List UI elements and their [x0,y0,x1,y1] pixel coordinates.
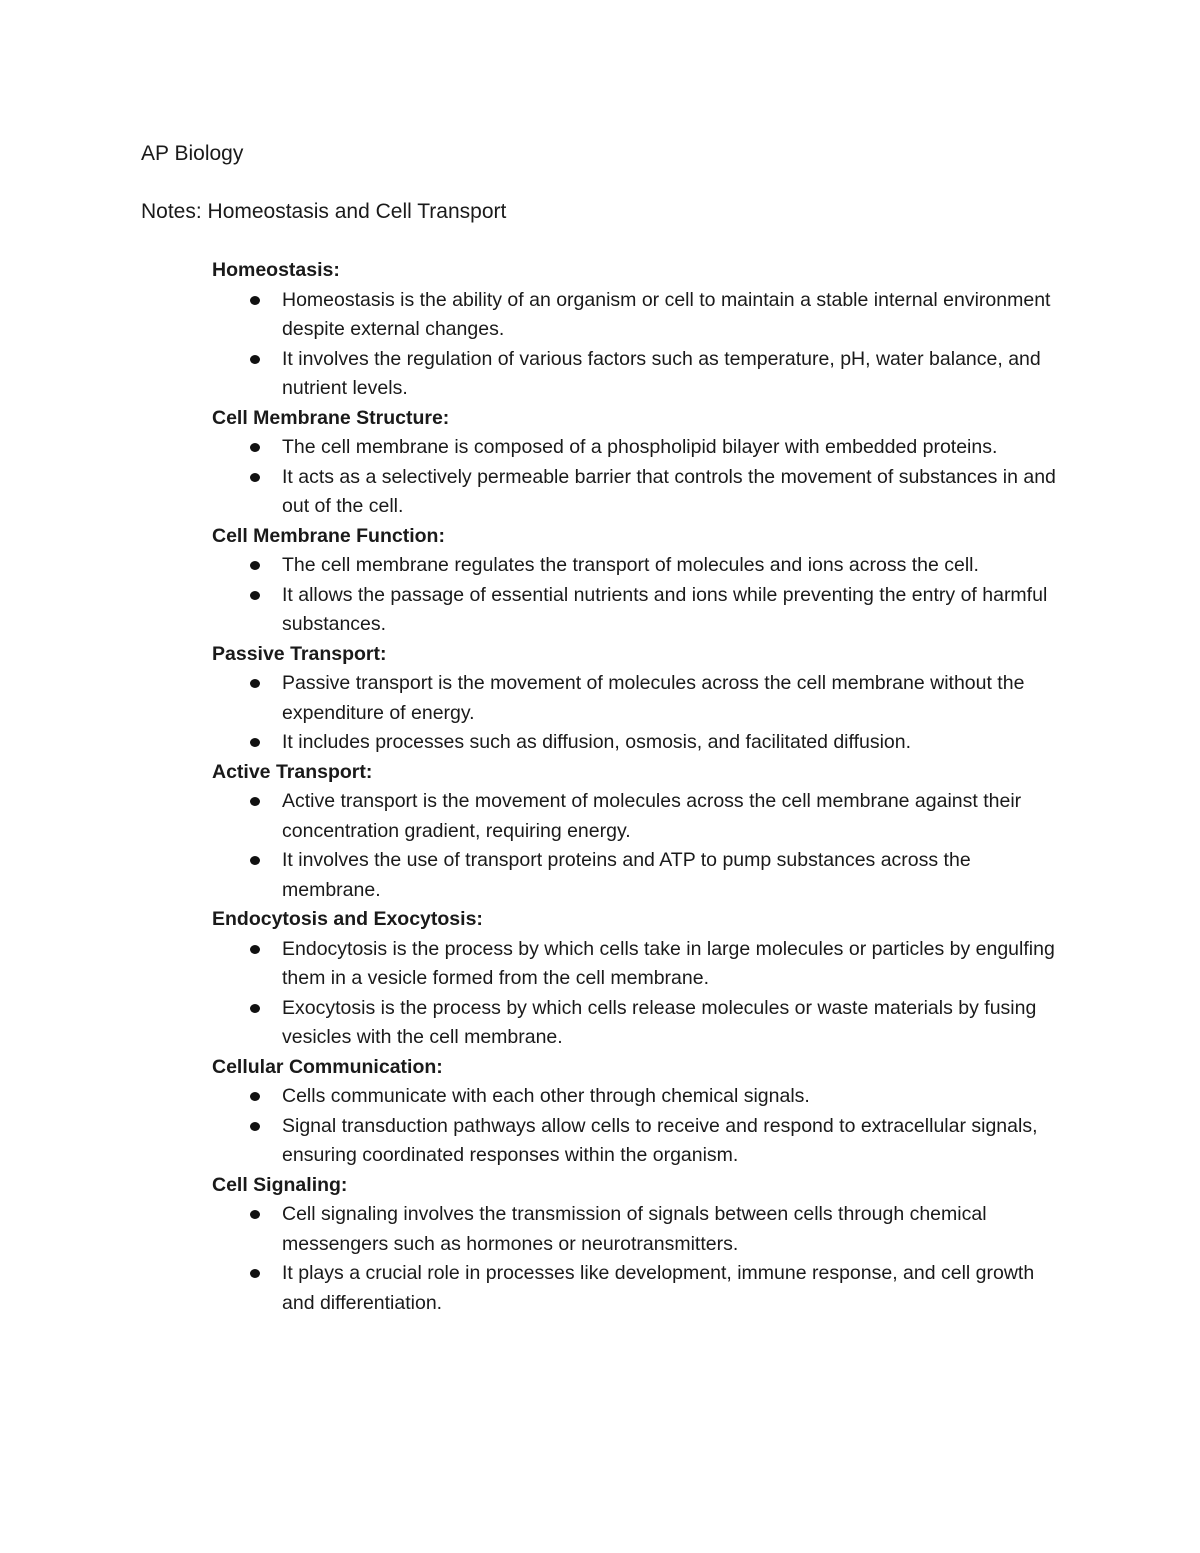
list-item [212,669,1072,728]
section-heading: Cell Signaling: [212,1173,348,1196]
bullet-list [212,669,1072,758]
list-item [212,286,1072,345]
bullet-icon [250,443,260,452]
list-item [212,994,1072,1053]
section-heading: Cell Membrane Function: [212,524,445,547]
bullet-icon [250,296,260,305]
bullet-text: Cell signaling involves the transmission of signals between cells through chemical messengers such as hormones or neurotransmitters. [282,1203,987,1255]
bullet-text: It plays a crucial role in processes like development, immune response, and cell growth and differentiation. [282,1262,1035,1314]
section-cell-membrane-structure [212,404,1072,522]
bullet-icon [250,1004,260,1013]
list-item [212,846,1072,905]
bullet-text: It involves the use of transport proteins and ATP to pump substances across the membrane. [282,849,971,901]
notes-sections [212,256,1072,1318]
section-heading: Active Transport: [212,760,373,783]
bullet-icon [250,1210,260,1219]
bullet-icon [250,1092,260,1101]
section-heading: Passive Transport: [212,642,387,665]
bullet-icon [250,473,260,482]
list-item [212,1082,1072,1112]
section-endocytosis-exocytosis [212,905,1072,1053]
bullet-text: It includes processes such as diffusion, osmosis, and facilitated diffusion. [282,731,912,753]
list-item [212,1200,1072,1259]
bullet-list [212,551,1072,640]
bullet-icon [250,355,260,364]
bullet-icon [250,679,260,688]
bullet-text: It involves the regulation of various factors such as temperature, pH, water balance, and nutrient levels. [282,347,1041,399]
section-cell-membrane-function [212,522,1072,640]
section-cell-signaling [212,1171,1072,1319]
list-item [212,728,1072,758]
section-heading: Cell Membrane Structure: [212,406,450,429]
bullet-list [212,787,1072,905]
section-homeostasis [212,256,1072,404]
list-item [212,1259,1072,1318]
bullet-list [212,1082,1072,1171]
bullet-text: The cell membrane is composed of a phospholipid bilayer with embedded proteins. [282,436,998,458]
bullet-text: The cell membrane regulates the transport of molecules and ions across the cell. [282,554,979,576]
document-title: AP Biology [141,142,244,165]
bullet-text: It acts as a selectively permeable barrier that controls the movement of substances in and out of the cell. [282,465,1056,517]
section-active-transport [212,758,1072,906]
bullet-text: Exocytosis is the process by which cells release molecules or waste materials by fusing vesicles with the cell membrane. [282,996,1037,1048]
list-item [212,935,1072,994]
list-item [212,463,1072,522]
bullet-icon [250,856,260,865]
section-heading: Cellular Communication: [212,1055,443,1078]
bullet-text: Active transport is the movement of molecules across the cell membrane against their concentration gradient, requiring energy. [282,790,1022,842]
bullet-icon [250,1269,260,1278]
list-item [212,1112,1072,1171]
section-heading: Endocytosis and Exocytosis: [212,908,483,930]
bullet-list [212,433,1072,522]
bullet-icon [250,591,260,600]
bullet-list [212,1200,1072,1318]
document-subtitle: Notes: Homeostasis and Cell Transport [141,200,507,223]
bullet-icon [250,1122,260,1131]
list-item [212,551,1072,581]
list-item [212,787,1072,846]
bullet-text: Passive transport is the movement of molecules across the cell membrane without the expenditure of energy. [282,672,1025,724]
bullet-text: Cells communicate with each other through chemical signals. [282,1085,810,1107]
list-item [212,433,1072,463]
bullet-text: It allows the passage of essential nutrients and ions while preventing the entry of harmful substances. [282,583,1048,635]
bullet-list [212,935,1072,1053]
bullet-icon [250,738,260,747]
section-cellular-communication [212,1053,1072,1171]
list-item [212,581,1072,640]
section-heading: Homeostasis: [212,259,340,281]
list-item [212,345,1072,404]
bullet-icon [250,561,260,570]
bullet-text: Endocytosis is the process by which cells take in large molecules or particles by engulfing them in a vesicle formed from the cell membrane. [282,937,1055,989]
section-passive-transport [212,640,1072,758]
bullet-icon [250,797,260,806]
bullet-list [212,286,1072,404]
bullet-text: Homeostasis is the ability of an organism or cell to maintain a stable internal environment despite external changes. [282,288,1051,340]
bullet-icon [250,945,260,954]
bullet-text: Signal transduction pathways allow cells to receive and respond to extracellular signals, ensuring coordinated responses within the organism. [282,1114,1038,1166]
